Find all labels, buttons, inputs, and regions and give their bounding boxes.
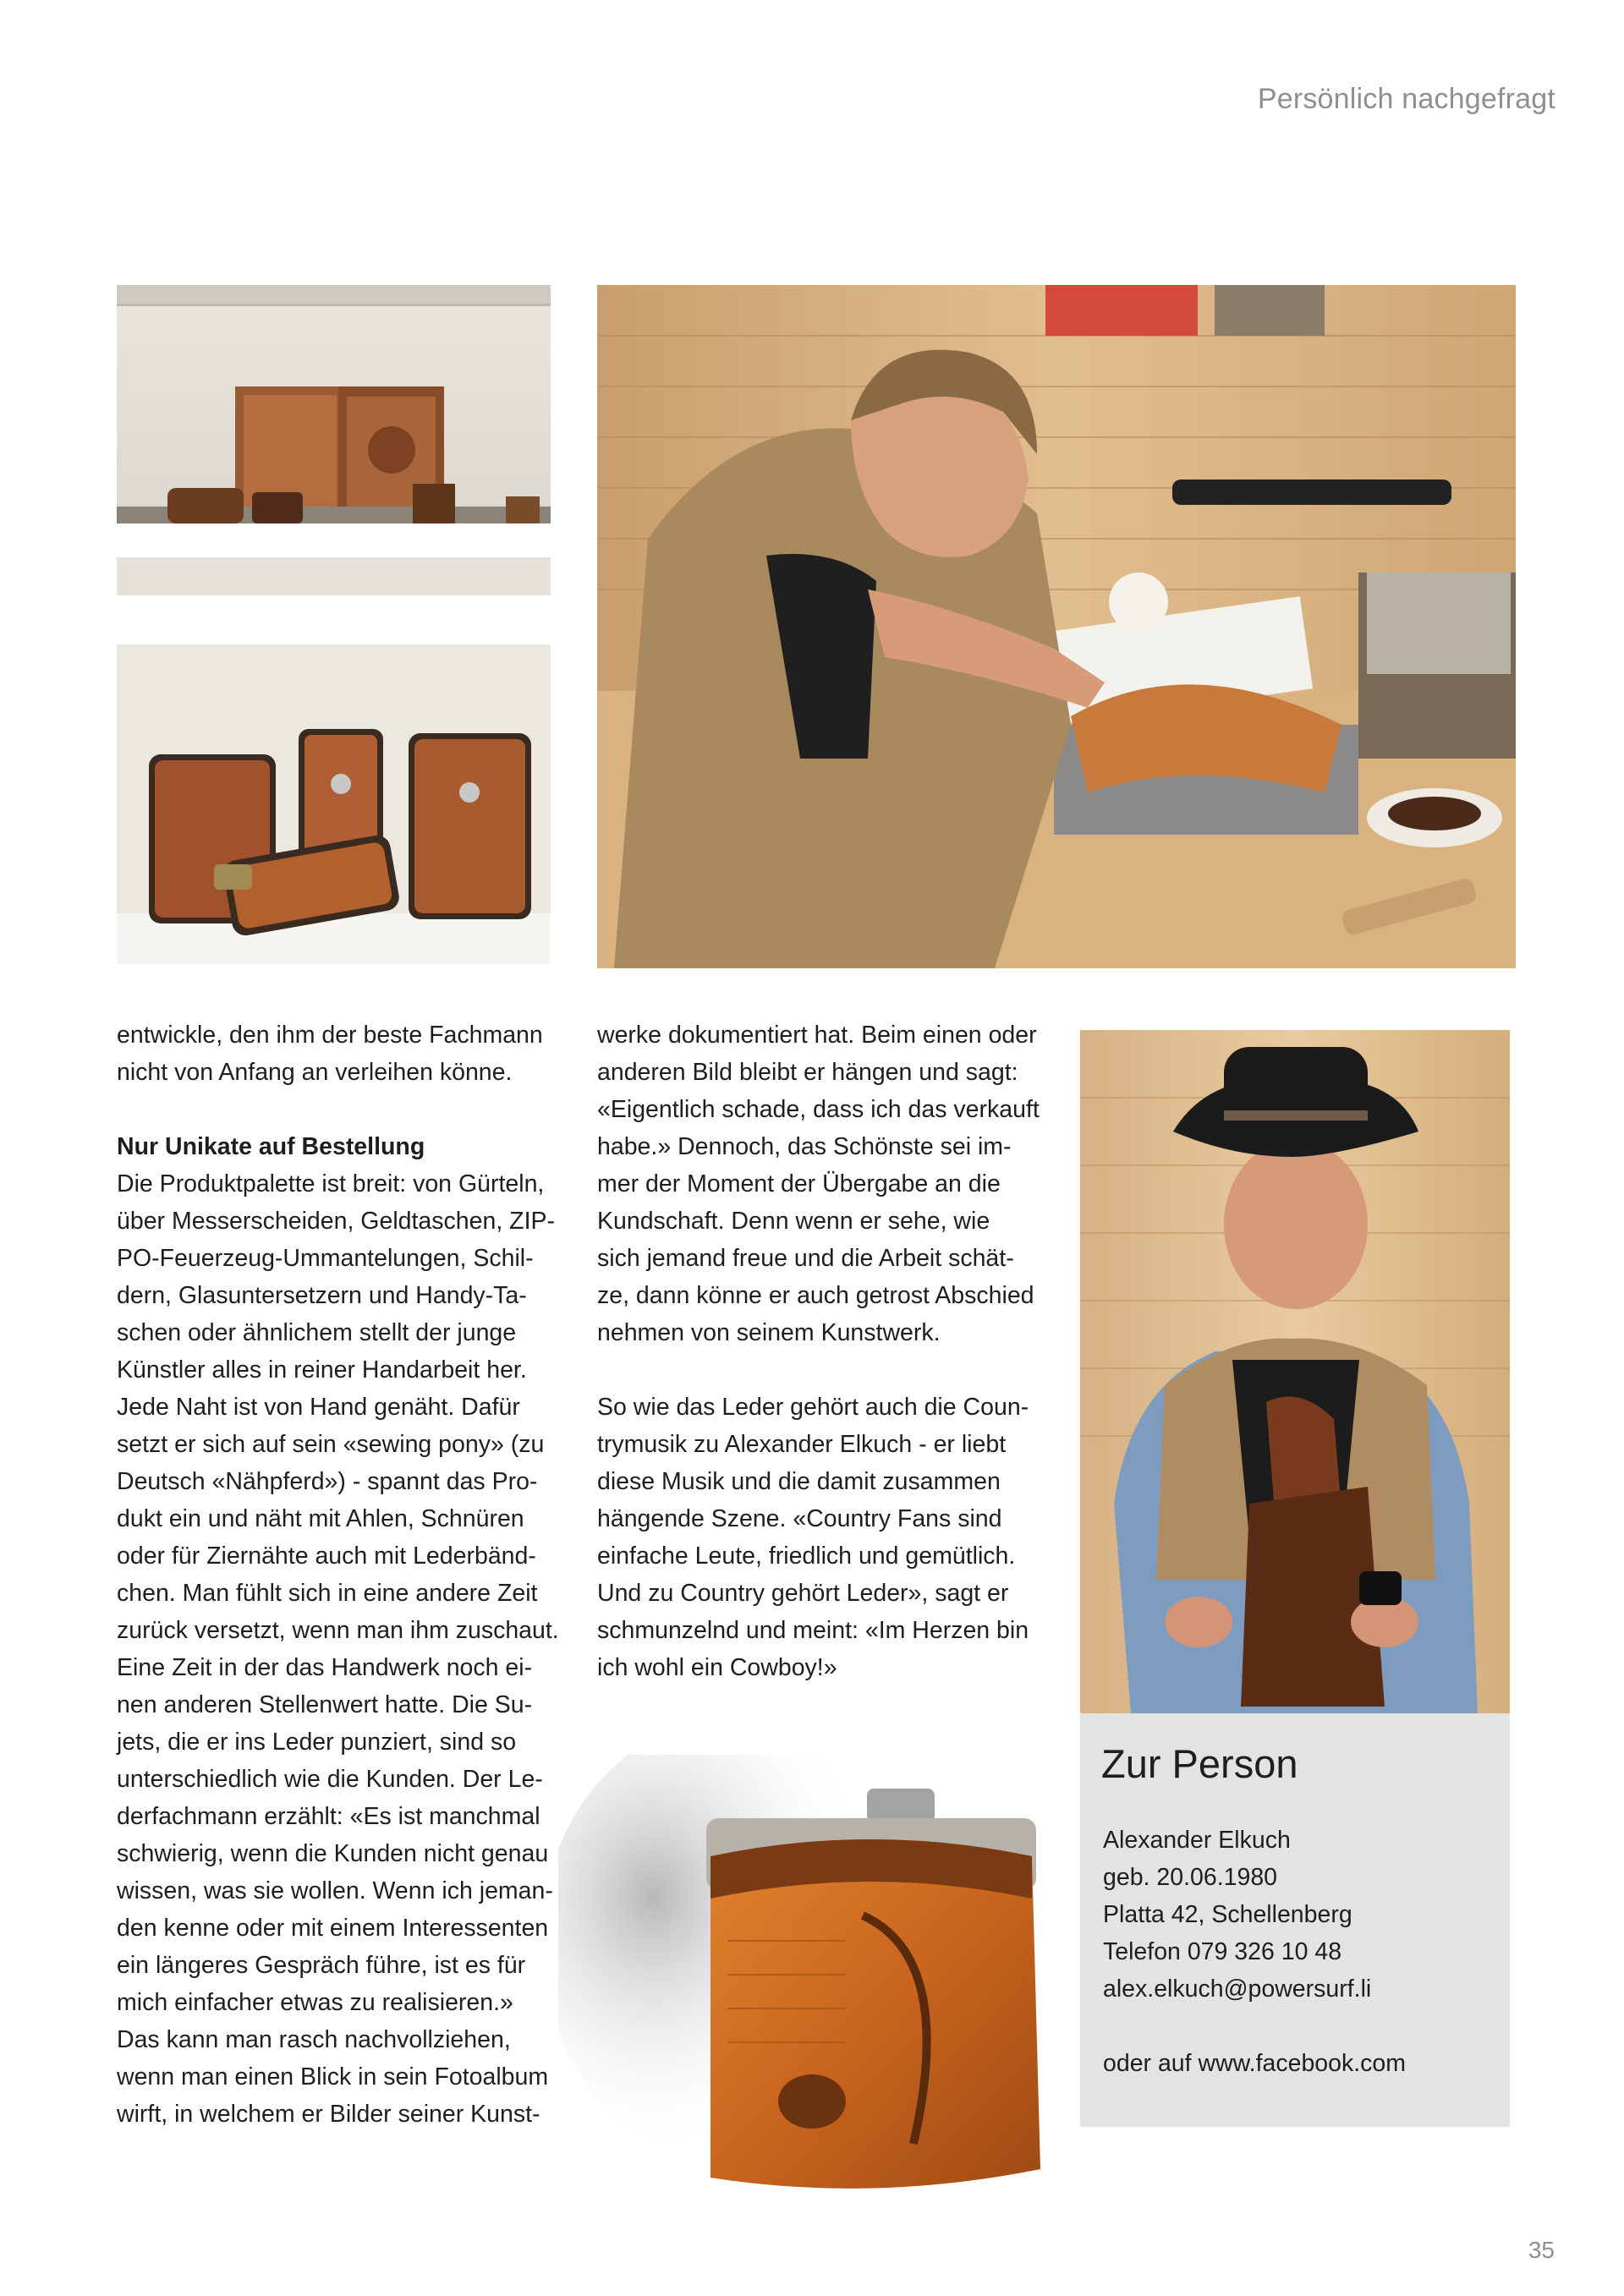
text-line: derfachmann erzählt: «Es ist manchmal — [117, 1803, 540, 1830]
text-line: Die Produktpalette ist breit: von Gürteln, — [117, 1170, 545, 1197]
text-line: setzt er sich auf sein «sewing pony» (zu — [117, 1431, 545, 1458]
cowboy-hat-portrait-photo — [1080, 1030, 1510, 1713]
text-line: über Messerscheiden, Geldtaschen, ZIP- — [117, 1208, 555, 1235]
tooled-leather-holsters-photo — [117, 644, 551, 964]
text-line: nehmen von seinem Kunstwerk. — [597, 1319, 941, 1346]
text-line: ein längeres Gespräch führe, ist es für — [117, 1952, 526, 1979]
text-line: schmunzelnd und meint: «Im Herzen bin — [597, 1617, 1029, 1644]
text-line: dukt ein und näht mit Ahlen, Schnüren — [117, 1505, 524, 1532]
text-line: «Eigentlich schade, dass ich das verkauft — [597, 1096, 1040, 1123]
leather-covered-hip-flask-photo — [558, 1755, 1066, 2228]
text-line: Und zu Country gehört Leder», sagt er — [597, 1580, 1009, 1607]
person-name: Alexander Elkuch — [1103, 1827, 1291, 1854]
text-line: zurück versetzt, wenn man ihm zuschaut. — [117, 1617, 559, 1644]
person-address: Platta 42, Schellenberg — [1103, 1901, 1352, 1928]
text-line: werke dokumentiert hat. Beim einen oder — [597, 1022, 1037, 1049]
person-web: oder auf www.facebook.com — [1103, 2050, 1407, 2077]
text-line: mer der Moment der Übergabe an die — [597, 1170, 1001, 1197]
person-birthdate: geb. 20.06.1980 — [1103, 1864, 1278, 1891]
person-info-box — [1080, 1713, 1510, 2127]
text-line: dern, Glasuntersetzern und Handy-Ta- — [117, 1282, 527, 1309]
leather-goods-shelf-photo — [117, 285, 551, 595]
text-line: nen anderen Stellenwert hatte. Die Su- — [117, 1691, 533, 1718]
page-number: 35 — [1528, 2237, 1555, 2263]
text-line: oder für Ziernähte auch mit Lederbänd- — [117, 1543, 536, 1570]
text-line: Deutsch «Nähpferd») - spannt das Pro- — [117, 1468, 538, 1495]
text-line: anderen Bild bleibt er hängen und sagt: — [597, 1059, 1018, 1086]
text-line: trymusik zu Alexander Elkuch - er liebt — [597, 1431, 1007, 1458]
info-box-title: Zur Person — [1101, 1741, 1298, 1786]
text-line: schen oder ähnlichem stellt der junge — [117, 1319, 517, 1346]
text-line: wissen, was sie wollen. Wenn ich jeman- — [117, 1877, 553, 1904]
text-line: schwierig, wenn die Kunden nicht genau — [117, 1840, 549, 1867]
text-line: nicht von Anfang an verleihen könne. — [117, 1059, 513, 1086]
text-line: jets, die er ins Leder punziert, sind so — [117, 1729, 517, 1756]
craftsman-tooling-leather-photo — [597, 285, 1516, 968]
text-line: entwickle, den ihm der beste Fachmann — [117, 1022, 543, 1049]
text-line: wenn man einen Blick in sein Fotoalbum — [117, 2063, 549, 2091]
person-email: alex.elkuch@powersurf.li — [1103, 1975, 1372, 2003]
text-line: mich einfacher etwas zu realisieren.» — [117, 1989, 513, 2016]
text-line: habe.» Dennoch, das Schönste sei im- — [597, 1133, 1012, 1160]
text-line: Eine Zeit in der das Handwerk noch ei- — [117, 1654, 533, 1681]
text-line: diese Musik und die damit zusammen — [597, 1468, 1001, 1495]
text-line: wirft, in welchem er Bilder seiner Kunst- — [117, 2101, 540, 2128]
text-line: PO-Feuerzeug-Ummantelungen, Schil- — [117, 1245, 534, 1272]
article-column-left — [117, 1016, 561, 2133]
text-line: hängende Szene. «Country Fans sind — [597, 1505, 1002, 1532]
text-line: So wie das Leder gehört auch die Coun- — [597, 1394, 1029, 1421]
section-header: Persönlich nachgefragt — [1257, 83, 1555, 115]
text-line: den kenne oder mit einem Interessenten — [117, 1915, 549, 1942]
text-line: Das kann man rasch nachvollziehen, — [117, 2026, 511, 2053]
subheading: Nur Unikate auf Bestellung — [117, 1133, 425, 1160]
text-line: Kundschaft. Denn wenn er sehe, wie — [597, 1208, 990, 1235]
text-line: sich jemand freue und die Arbeit schät- — [597, 1245, 1014, 1272]
text-line: ze, dann könne er auch getrost Abschied — [597, 1282, 1034, 1309]
text-line: Künstler alles in reiner Handarbeit her. — [117, 1356, 527, 1384]
text-line: Jede Naht ist von Hand genäht. Dafür — [117, 1394, 520, 1421]
text-line: chen. Man fühlt sich in eine andere Zeit — [117, 1580, 538, 1607]
text-line: unterschiedlich wie die Kunden. Der Le- — [117, 1766, 543, 1793]
article-column-middle — [597, 1016, 1041, 1686]
text-line: einfache Leute, friedlich und gemütlich. — [597, 1543, 1016, 1570]
text-line: ich wohl ein Cowboy!» — [597, 1654, 837, 1681]
person-phone: Telefon 079 326 10 48 — [1103, 1938, 1342, 1965]
